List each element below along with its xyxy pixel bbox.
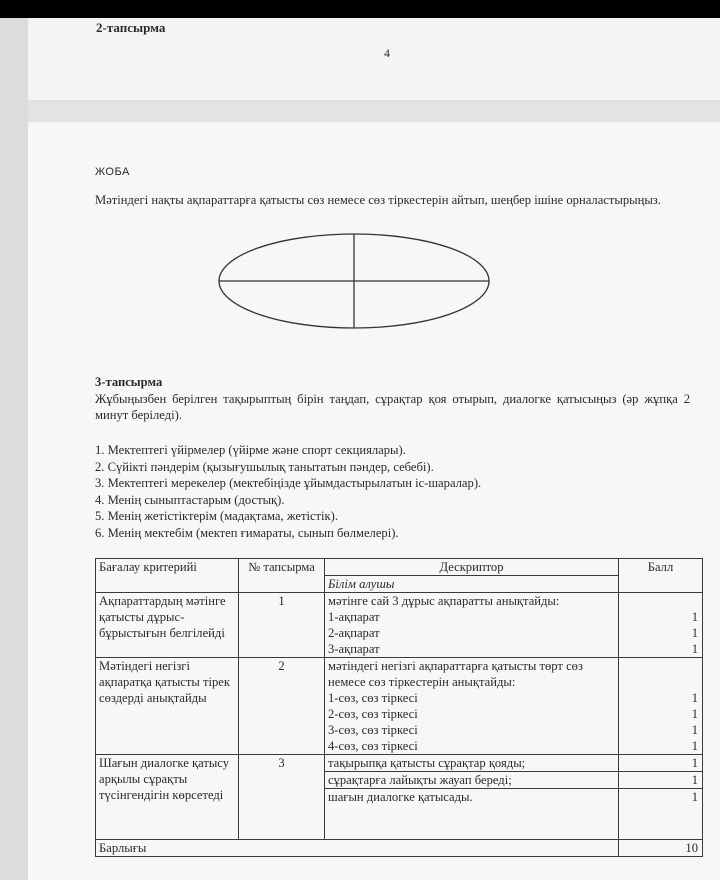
score-value: 1 xyxy=(691,756,698,770)
score-value: 1 xyxy=(619,788,702,839)
list-item: 4. Менің сыныптастарым (достық). xyxy=(95,492,285,507)
descriptor-line: 2-ақпарат xyxy=(328,626,380,640)
descriptor-line: 1-сөз, сөз тіркесі xyxy=(328,691,418,705)
circle-diagram xyxy=(216,230,492,335)
score-value: 1 xyxy=(691,626,698,640)
score-value: 1 xyxy=(619,771,702,788)
descriptor-line: 1-ақпарат xyxy=(328,610,380,624)
descriptor-cell xyxy=(325,593,619,658)
table-header-row xyxy=(96,559,703,576)
score-value: 1 xyxy=(691,723,698,737)
score-cell xyxy=(619,755,703,840)
table-row xyxy=(96,593,703,658)
descriptor-line: шағын диалогке қатысады. xyxy=(325,788,618,839)
descriptor-cell xyxy=(325,658,619,755)
score-cell xyxy=(619,593,703,658)
top-black-bar xyxy=(0,0,720,18)
header-number: № тапсырма xyxy=(239,559,325,593)
table-total-row xyxy=(96,840,703,857)
list-item: 3. Мектептегі мерекелер (мектебіңізде ұйымдастырылатын іс-шаралар). xyxy=(95,476,482,491)
descriptor-line: мәтінге сай 3 дұрыс ақпаратты анықтайды: xyxy=(328,594,560,608)
list-item: 5. Менің жетістіктерім (мадақтама, жетістік). xyxy=(95,509,339,524)
score-value: 1 xyxy=(691,739,698,753)
score-value xyxy=(622,658,698,674)
header-descriptor: Дескриптор xyxy=(325,559,619,576)
page-number: 4 xyxy=(384,46,390,60)
total-value: 10 xyxy=(619,840,703,857)
criterion-cell: Мәтіндегі негізгі ақпаратқа қатысты тірек сөздерді анықтайды xyxy=(96,658,239,755)
criterion-cell: Ақпараттардың мәтінге қатысты дұрыс-бұрыстығын белгілейді xyxy=(96,593,239,658)
descriptor-cell xyxy=(325,755,619,840)
table-row xyxy=(96,755,703,840)
task3-text: Жұбыңызбен берілген тақырыптың бірін таңдап, сұрақтар қоя отырып, диалогке қатысыңыз (әр жұпқа 2 минут беріледі). xyxy=(95,392,690,422)
assessment-table xyxy=(95,558,703,857)
list-item: 6. Менің мектебім (мектеп ғимараты, сынып бөлмелері). xyxy=(95,525,399,540)
header-criterion: Бағалау критерийі xyxy=(96,559,239,593)
score-spacer xyxy=(622,674,698,690)
page-heading: 2-тапсырма xyxy=(96,20,166,35)
table-row xyxy=(96,658,703,755)
list-item: 2. Сүйікті пәндерім (қызығушылық танытатын пәндер, себебі). xyxy=(95,459,434,474)
score-value: 1 xyxy=(691,610,698,624)
task-number-cell: 2 xyxy=(239,658,325,755)
score-value: 1 xyxy=(691,691,698,705)
descriptor-line: 4-сөз, сөз тіркесі xyxy=(328,739,418,753)
list-item: 1. Мектептегі үйірмелер (үйірме және спорт секциялары). xyxy=(95,443,406,457)
total-label: Барлығы xyxy=(96,840,619,857)
score-value: 1 xyxy=(691,642,698,656)
topic-list xyxy=(95,442,481,542)
task3-heading: 3-тапсырма xyxy=(95,375,163,389)
descriptor-line: 2-сөз, сөз тіркесі xyxy=(328,707,418,721)
header-descriptor-sub: Білім алушы xyxy=(325,576,619,593)
descriptor-line: мәтіндегі негізгі ақпараттарға қатысты төрт сөз немесе сөз тіркестерін анықтайды: xyxy=(328,659,583,689)
criterion-cell: Шағын диалогке қатысу арқылы сұрақты түсінгендігін көрсетеді xyxy=(96,755,239,840)
descriptor-line: сұрақтарға лайықты жауап береді; xyxy=(325,771,618,788)
current-page xyxy=(28,122,720,880)
previous-page xyxy=(28,18,720,100)
descriptor-line: тақырыпқа қатысты сұрақтар қояды; xyxy=(328,756,526,770)
task-number-cell: 1 xyxy=(239,593,325,658)
score-value: 1 xyxy=(691,707,698,721)
descriptor-line: 3-ақпарат xyxy=(328,642,380,656)
section-label: ЖОБА xyxy=(95,166,130,178)
score-value xyxy=(622,593,698,609)
page-gap xyxy=(28,100,720,122)
header-score: Балл xyxy=(619,559,703,593)
viewer-left-margin xyxy=(0,18,28,880)
task-number-cell: 3 xyxy=(239,755,325,840)
score-cell xyxy=(619,658,703,755)
divided-ellipse-icon xyxy=(216,230,492,330)
descriptor-line: 3-сөз, сөз тіркесі xyxy=(328,723,418,737)
instruction-text: Мәтіндегі нақты ақпараттарға қатысты сөз немесе сөз тіркестерін айтып, шеңбер ішіне орналастырыңыз. xyxy=(95,193,661,207)
